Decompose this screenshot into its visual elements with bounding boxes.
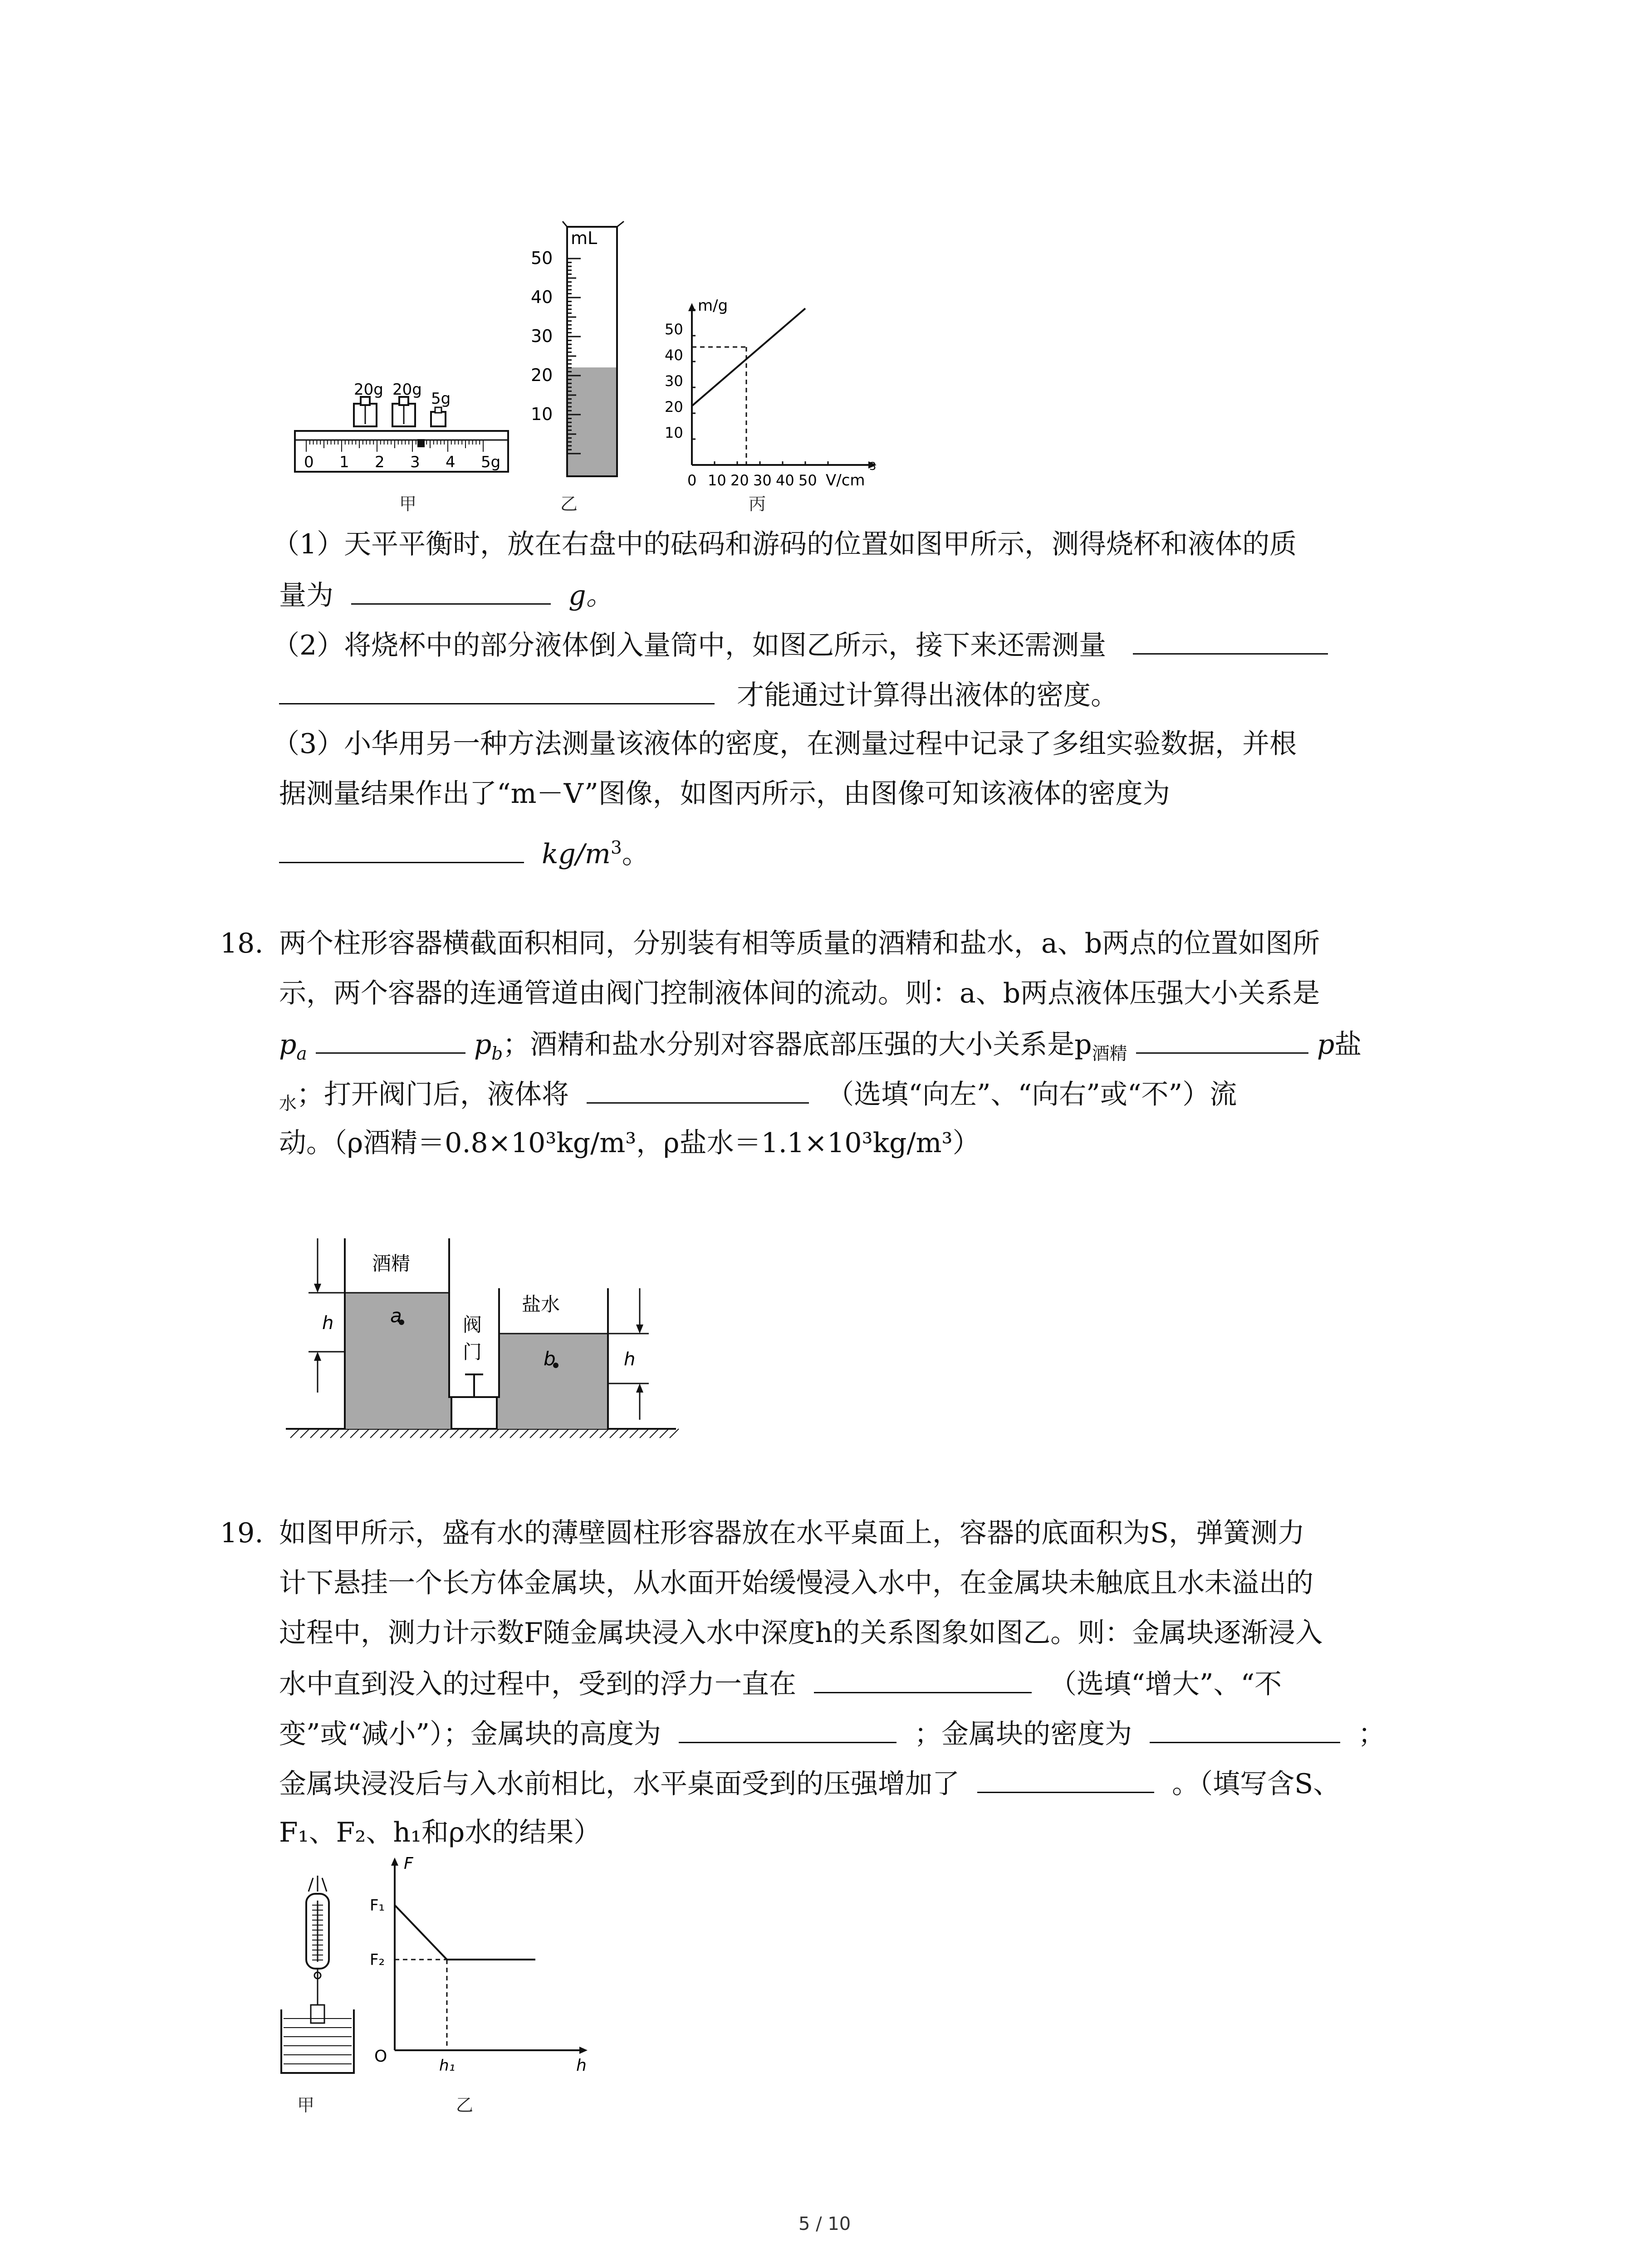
q18-p-salt-sub: 盐 — [1334, 1029, 1362, 1061]
ground-hatch — [310, 1429, 319, 1438]
ground-hatch — [540, 1429, 549, 1438]
q18-pa: p — [279, 1029, 297, 1061]
ground-hatch — [290, 1429, 299, 1438]
label-point-b: b — [544, 1348, 556, 1370]
graph-h1-label: h₁ — [439, 2057, 456, 2075]
graph-F1-label: F₁ — [370, 1897, 385, 1915]
q18-line4-a: ；打开阀门后，液体将 — [297, 1079, 569, 1110]
q17-p2-line2 — [279, 676, 1118, 714]
q19-line7: F₁、F₂、h₁和ρ水的结果） — [279, 1817, 601, 1848]
graph-y-30: 30 — [665, 372, 683, 390]
graph-x-axis-label: V/cm — [826, 471, 865, 489]
q17-p1-line2 — [279, 576, 613, 614]
ground-hatch — [670, 1429, 679, 1438]
ground-hatch — [440, 1429, 449, 1438]
q18-line5: 动。（ρ酒精＝0.8×10³kg/m³，ρ盐水＝1.1×10³kg/m³） — [279, 1127, 980, 1159]
label-h-right: h — [624, 1349, 636, 1370]
fig-label-yi: 乙 — [560, 494, 578, 514]
graph-x-30: 30 — [753, 472, 772, 489]
q19-line2: 计下悬挂一个长方体金属块，从水面开始缓慢浸入水中，在金属块未触底且水未溢出的 — [279, 1567, 1313, 1599]
ground-hatch — [660, 1429, 669, 1438]
ground-hatch — [600, 1429, 609, 1438]
label-alcohol: 酒精 — [372, 1252, 411, 1275]
q18-line3 — [279, 1025, 1362, 1072]
q19-line3: 过程中，测力计示数F随金属块浸入水中深度h的关系图象如图乙。则：金属块逐渐浸入 — [279, 1617, 1323, 1649]
graph-x-20: 20 — [730, 472, 749, 489]
q18-line3-mid: ；酒精和盐水分别对容器底部压强的大小关系是p — [503, 1029, 1092, 1061]
graph-x-0: 0 — [687, 472, 697, 489]
q18-pb-sub: b — [491, 1044, 503, 1064]
cyl-tick-40: 40 — [531, 287, 553, 307]
cyl-tick-30: 30 — [531, 326, 553, 346]
q19-line5-c: ； — [1358, 1718, 1386, 1750]
weight-label-2: 20g — [392, 381, 422, 399]
ground-hatch — [610, 1429, 619, 1438]
q17-p3-line2: 据测量结果作出了“m－V”图像，如图丙所示，由图像可知该液体的密度为 — [279, 778, 1170, 810]
ground-hatch — [500, 1429, 509, 1438]
ground-hatch — [480, 1429, 489, 1438]
ground-hatch — [620, 1429, 629, 1438]
ground-hatch — [520, 1429, 529, 1438]
q17-unit-sup: 3 — [610, 838, 622, 858]
q17-p3-line1: （3）小华用另一种方法测量该液体的密度，在测量过程中记录了多组实验数据，并根 — [272, 728, 1297, 760]
figure-bing-graph — [644, 290, 898, 490]
scale-tick-3: 3 — [410, 453, 420, 471]
ground-hatch — [470, 1429, 479, 1438]
label-valve-2: 门 — [463, 1341, 482, 1363]
slider-scale — [295, 431, 508, 472]
q19-line4-b: （选填“增大”、“不 — [1049, 1668, 1282, 1700]
ground-hatch — [390, 1429, 399, 1438]
ground-hatch — [320, 1429, 329, 1438]
q19-blank-1[interactable] — [814, 1665, 1032, 1693]
ground-hatch — [400, 1429, 409, 1438]
q19-blank-4[interactable] — [977, 1765, 1154, 1793]
q17-p2-text2: 才能通过计算得出液体的密度。 — [737, 679, 1118, 711]
cylinder-unit: mL — [571, 228, 598, 248]
ground-hatch — [460, 1429, 469, 1438]
ground-hatch — [650, 1429, 659, 1438]
graph-h-label: h — [576, 2056, 587, 2075]
q18-line1: 两个柱形容器横截面积相同，分别装有相等质量的酒精和盐水，a、b两点的位置如图所 — [279, 928, 1320, 959]
figure-jia-balance — [286, 363, 522, 481]
graph-F-label: F — [404, 1854, 413, 1873]
ground-hatch — [350, 1429, 359, 1438]
scale-tick-0: 0 — [304, 453, 314, 471]
ground-hatch — [380, 1429, 389, 1438]
cyl-tick-20: 20 — [531, 365, 553, 385]
q19-line4 — [279, 1665, 1282, 1702]
q17-p2-text: （2）将烧杯中的部分液体倒入量筒中，如图乙所示，接下来还需测量 — [272, 630, 1107, 661]
q19-line6-a: 金属块浸没后与入水前相比，水平桌面受到的压强增加了 — [279, 1768, 960, 1800]
q19-line5 — [279, 1715, 1385, 1752]
weight-label-3: 5g — [431, 390, 451, 408]
q18-pa-sub: a — [296, 1044, 307, 1064]
scale-tick-2: 2 — [375, 453, 385, 471]
ground-hatch — [490, 1429, 499, 1438]
graph-x-axis-sup: 3 — [869, 460, 877, 473]
fig-label-q19-jia: 甲 — [297, 2095, 315, 2115]
label-point-a: a — [390, 1305, 402, 1327]
weight-5g — [431, 407, 446, 426]
ground-hatch — [550, 1429, 559, 1438]
ground-hatch — [420, 1429, 429, 1438]
fig-label-jia: 甲 — [399, 494, 417, 514]
weight-20g-1 — [354, 397, 377, 426]
q18-pb: p — [474, 1029, 492, 1061]
ground-hatch — [570, 1429, 579, 1438]
q19-line4-a: 水中直到没入的过程中，受到的浮力一直在 — [279, 1668, 796, 1700]
q18-number: 18. — [220, 928, 264, 959]
metal-block — [311, 2005, 324, 2023]
page-number: 5 / 10 — [798, 2214, 851, 2234]
q17-blank-3[interactable] — [279, 835, 524, 863]
ground-hatch — [370, 1429, 379, 1438]
ground-hatch — [330, 1429, 339, 1438]
graph-y-20: 20 — [665, 398, 683, 415]
q19-blank-2[interactable] — [679, 1715, 896, 1743]
graph-F2-label: F₂ — [370, 1951, 385, 1969]
ground-hatch — [560, 1429, 569, 1438]
ground-hatch — [530, 1429, 539, 1438]
scale-tick-1: 1 — [339, 453, 349, 471]
q17-blank-1[interactable] — [351, 576, 551, 605]
ground-hatch — [630, 1429, 639, 1438]
figure-q19-yi-graph — [363, 1851, 599, 2077]
ground-hatch — [590, 1429, 599, 1438]
graph-y-40: 40 — [665, 347, 683, 364]
fig-label-bing: 丙 — [749, 494, 766, 514]
q19-line6-b: 。（填写含S、 — [1172, 1768, 1341, 1800]
q17-p1-unit: g。 — [568, 580, 613, 611]
scale-tick-4: 4 — [446, 453, 456, 471]
ground-hatch — [360, 1429, 369, 1438]
q19-line6 — [279, 1765, 1340, 1802]
figure-q18-containers — [281, 1220, 681, 1456]
q17-unit-end: 。 — [622, 838, 649, 870]
q18-blank-3[interactable] — [587, 1075, 809, 1104]
q17-p1-pre: 量为 — [279, 580, 333, 611]
graph-x-50: 50 — [798, 472, 817, 489]
fig-label-q19-yi: 乙 — [456, 2095, 474, 2115]
q18-sub-alcohol: 酒精 — [1092, 1044, 1127, 1064]
ground-hatch — [450, 1429, 459, 1438]
label-h-left: h — [322, 1313, 334, 1334]
ground-hatch — [580, 1429, 589, 1438]
graph-origin-label: O — [374, 2047, 387, 2066]
cyl-tick-10: 10 — [531, 404, 553, 424]
q19-line5-b: ；金属块的密度为 — [914, 1718, 1132, 1750]
q17-unit-density: kg/m — [542, 838, 611, 870]
scale-tick-5: 5g — [481, 453, 501, 471]
figure-yi-cylinder — [513, 213, 631, 485]
weight-20g-2 — [392, 397, 415, 426]
ground-hatch — [410, 1429, 419, 1438]
graph-y-axis-label: m/g — [698, 297, 728, 315]
valve-body — [451, 1397, 497, 1429]
q17-blank-2a[interactable] — [1133, 626, 1328, 655]
label-valve-1: 阀 — [463, 1314, 482, 1336]
q18-line4-sub: 水 — [279, 1094, 297, 1114]
q18-line2: 示，两个容器的连通管道由阀门控制液体间的流动。则：a、b两点液体压强大小关系是 — [279, 978, 1320, 1009]
ground-hatch — [340, 1429, 349, 1438]
q19-line5-a: 变”或“减小”）；金属块的高度为 — [279, 1718, 661, 1750]
graph-y-10: 10 — [665, 424, 683, 441]
weight-label-1: 20g — [354, 381, 383, 399]
q19-blank-3[interactable] — [1150, 1715, 1340, 1743]
rider — [417, 439, 425, 447]
figure-q19-jia — [272, 1873, 363, 2082]
ground-hatch — [300, 1429, 309, 1438]
q18-blank-2[interactable] — [1136, 1025, 1308, 1054]
label-salt: 盐水 — [522, 1293, 560, 1315]
graph-y-50: 50 — [665, 321, 683, 338]
graph-x-40: 40 — [776, 472, 794, 489]
q18-p-salt: p — [1317, 1029, 1335, 1061]
ground-hatch — [510, 1429, 519, 1438]
q17-p2-line1 — [272, 626, 1328, 664]
q17-p3-line3 — [279, 830, 649, 872]
q17-p1-line1: （1）天平平衡时，放在右盘中的砝码和游码的位置如图甲所示，测得烧杯和液体的质 — [272, 528, 1297, 560]
q18-line4-b: （选填“向左”、“向右”或“不”）流 — [827, 1079, 1237, 1110]
q19-number: 19. — [220, 1517, 264, 1549]
q19-line1: 如图甲所示，盛有水的薄壁圆柱形容器放在水平桌面上，容器的底面积为S，弹簧测力 — [279, 1517, 1305, 1549]
q18-blank-1[interactable] — [316, 1025, 465, 1054]
q18-line4 — [279, 1075, 1237, 1122]
graph-x-10: 10 — [708, 472, 726, 489]
cyl-tick-50: 50 — [531, 248, 553, 268]
ground-hatch — [430, 1429, 439, 1438]
ground-hatch — [640, 1429, 649, 1438]
q17-blank-2b[interactable] — [279, 676, 715, 704]
